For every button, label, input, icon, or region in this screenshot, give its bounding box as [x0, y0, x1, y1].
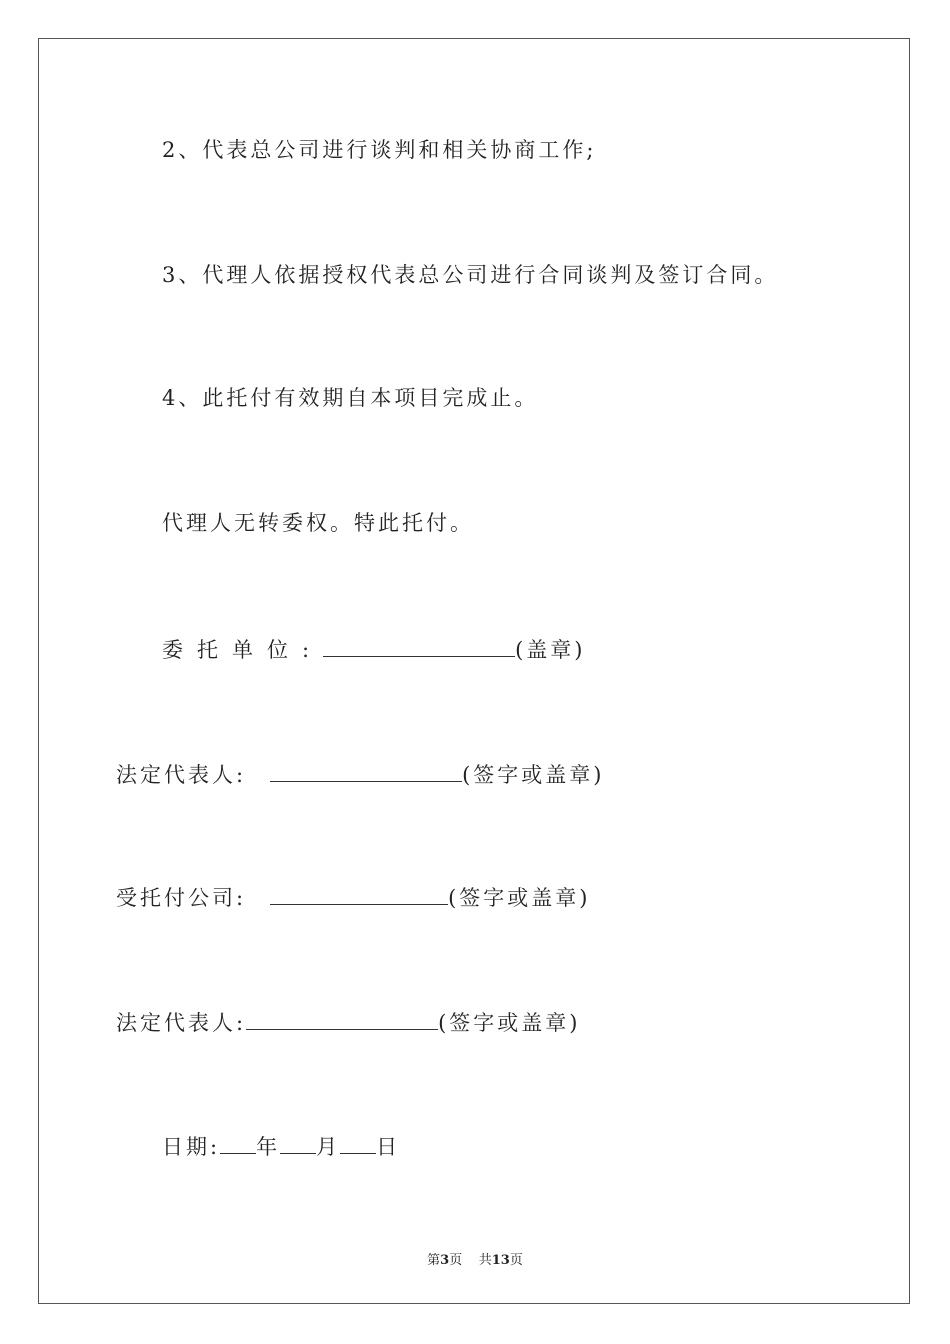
legal-rep-1-label: 法定代表人:	[116, 763, 247, 787]
entrusted-company-row	[116, 884, 590, 910]
page-prefix: 第	[427, 1253, 441, 1268]
date-row	[162, 1133, 400, 1159]
entrusted-company-label: 受托付公司:	[116, 886, 247, 910]
legal-rep-1-blank[interactable]	[270, 761, 462, 782]
month-blank[interactable]	[280, 1133, 316, 1154]
legal-rep-2-suffix: (签字或盖章)	[438, 1011, 581, 1035]
legal-rep-1-row	[116, 761, 604, 787]
legal-rep-2-row	[116, 1009, 580, 1035]
clause-2: 2、代表总公司进行谈判和相关协商工作;	[162, 138, 597, 162]
entrusting-unit-row	[162, 636, 585, 662]
year-blank[interactable]	[220, 1133, 256, 1154]
page-border	[38, 38, 910, 1304]
date-label: 日期:	[162, 1135, 221, 1159]
entrusted-company-blank[interactable]	[270, 884, 448, 905]
entrusting-unit-blank[interactable]	[323, 636, 515, 657]
legal-rep-2-blank[interactable]	[246, 1009, 438, 1030]
total-pages: 13	[491, 1253, 510, 1268]
no-subdelegation-note: 代理人无转委权。特此托付。	[162, 511, 474, 535]
clause-4: 4、此托付有效期自本项目完成止。	[162, 386, 539, 410]
total-suffix: 页	[509, 1253, 523, 1268]
legal-rep-2-label: 法定代表人:	[116, 1011, 247, 1035]
page-suffix: 页	[449, 1253, 463, 1268]
total-prefix: 共	[478, 1253, 492, 1268]
page-number: 3	[440, 1253, 450, 1268]
day-blank[interactable]	[340, 1133, 376, 1154]
legal-rep-1-suffix: (签字或盖章)	[462, 763, 605, 787]
page-footer	[0, 1249, 950, 1268]
entrusting-unit-suffix: (盖章)	[515, 638, 586, 662]
day-label: 日	[376, 1135, 401, 1159]
month-label: 月	[316, 1135, 341, 1159]
year-label: 年	[256, 1135, 281, 1159]
entrusted-company-suffix: (签字或盖章)	[448, 886, 591, 910]
entrusting-unit-label: 委托单位:	[162, 638, 324, 662]
clause-3: 3、代理人依据授权代表总公司进行合同谈判及签订合同。	[162, 263, 779, 287]
